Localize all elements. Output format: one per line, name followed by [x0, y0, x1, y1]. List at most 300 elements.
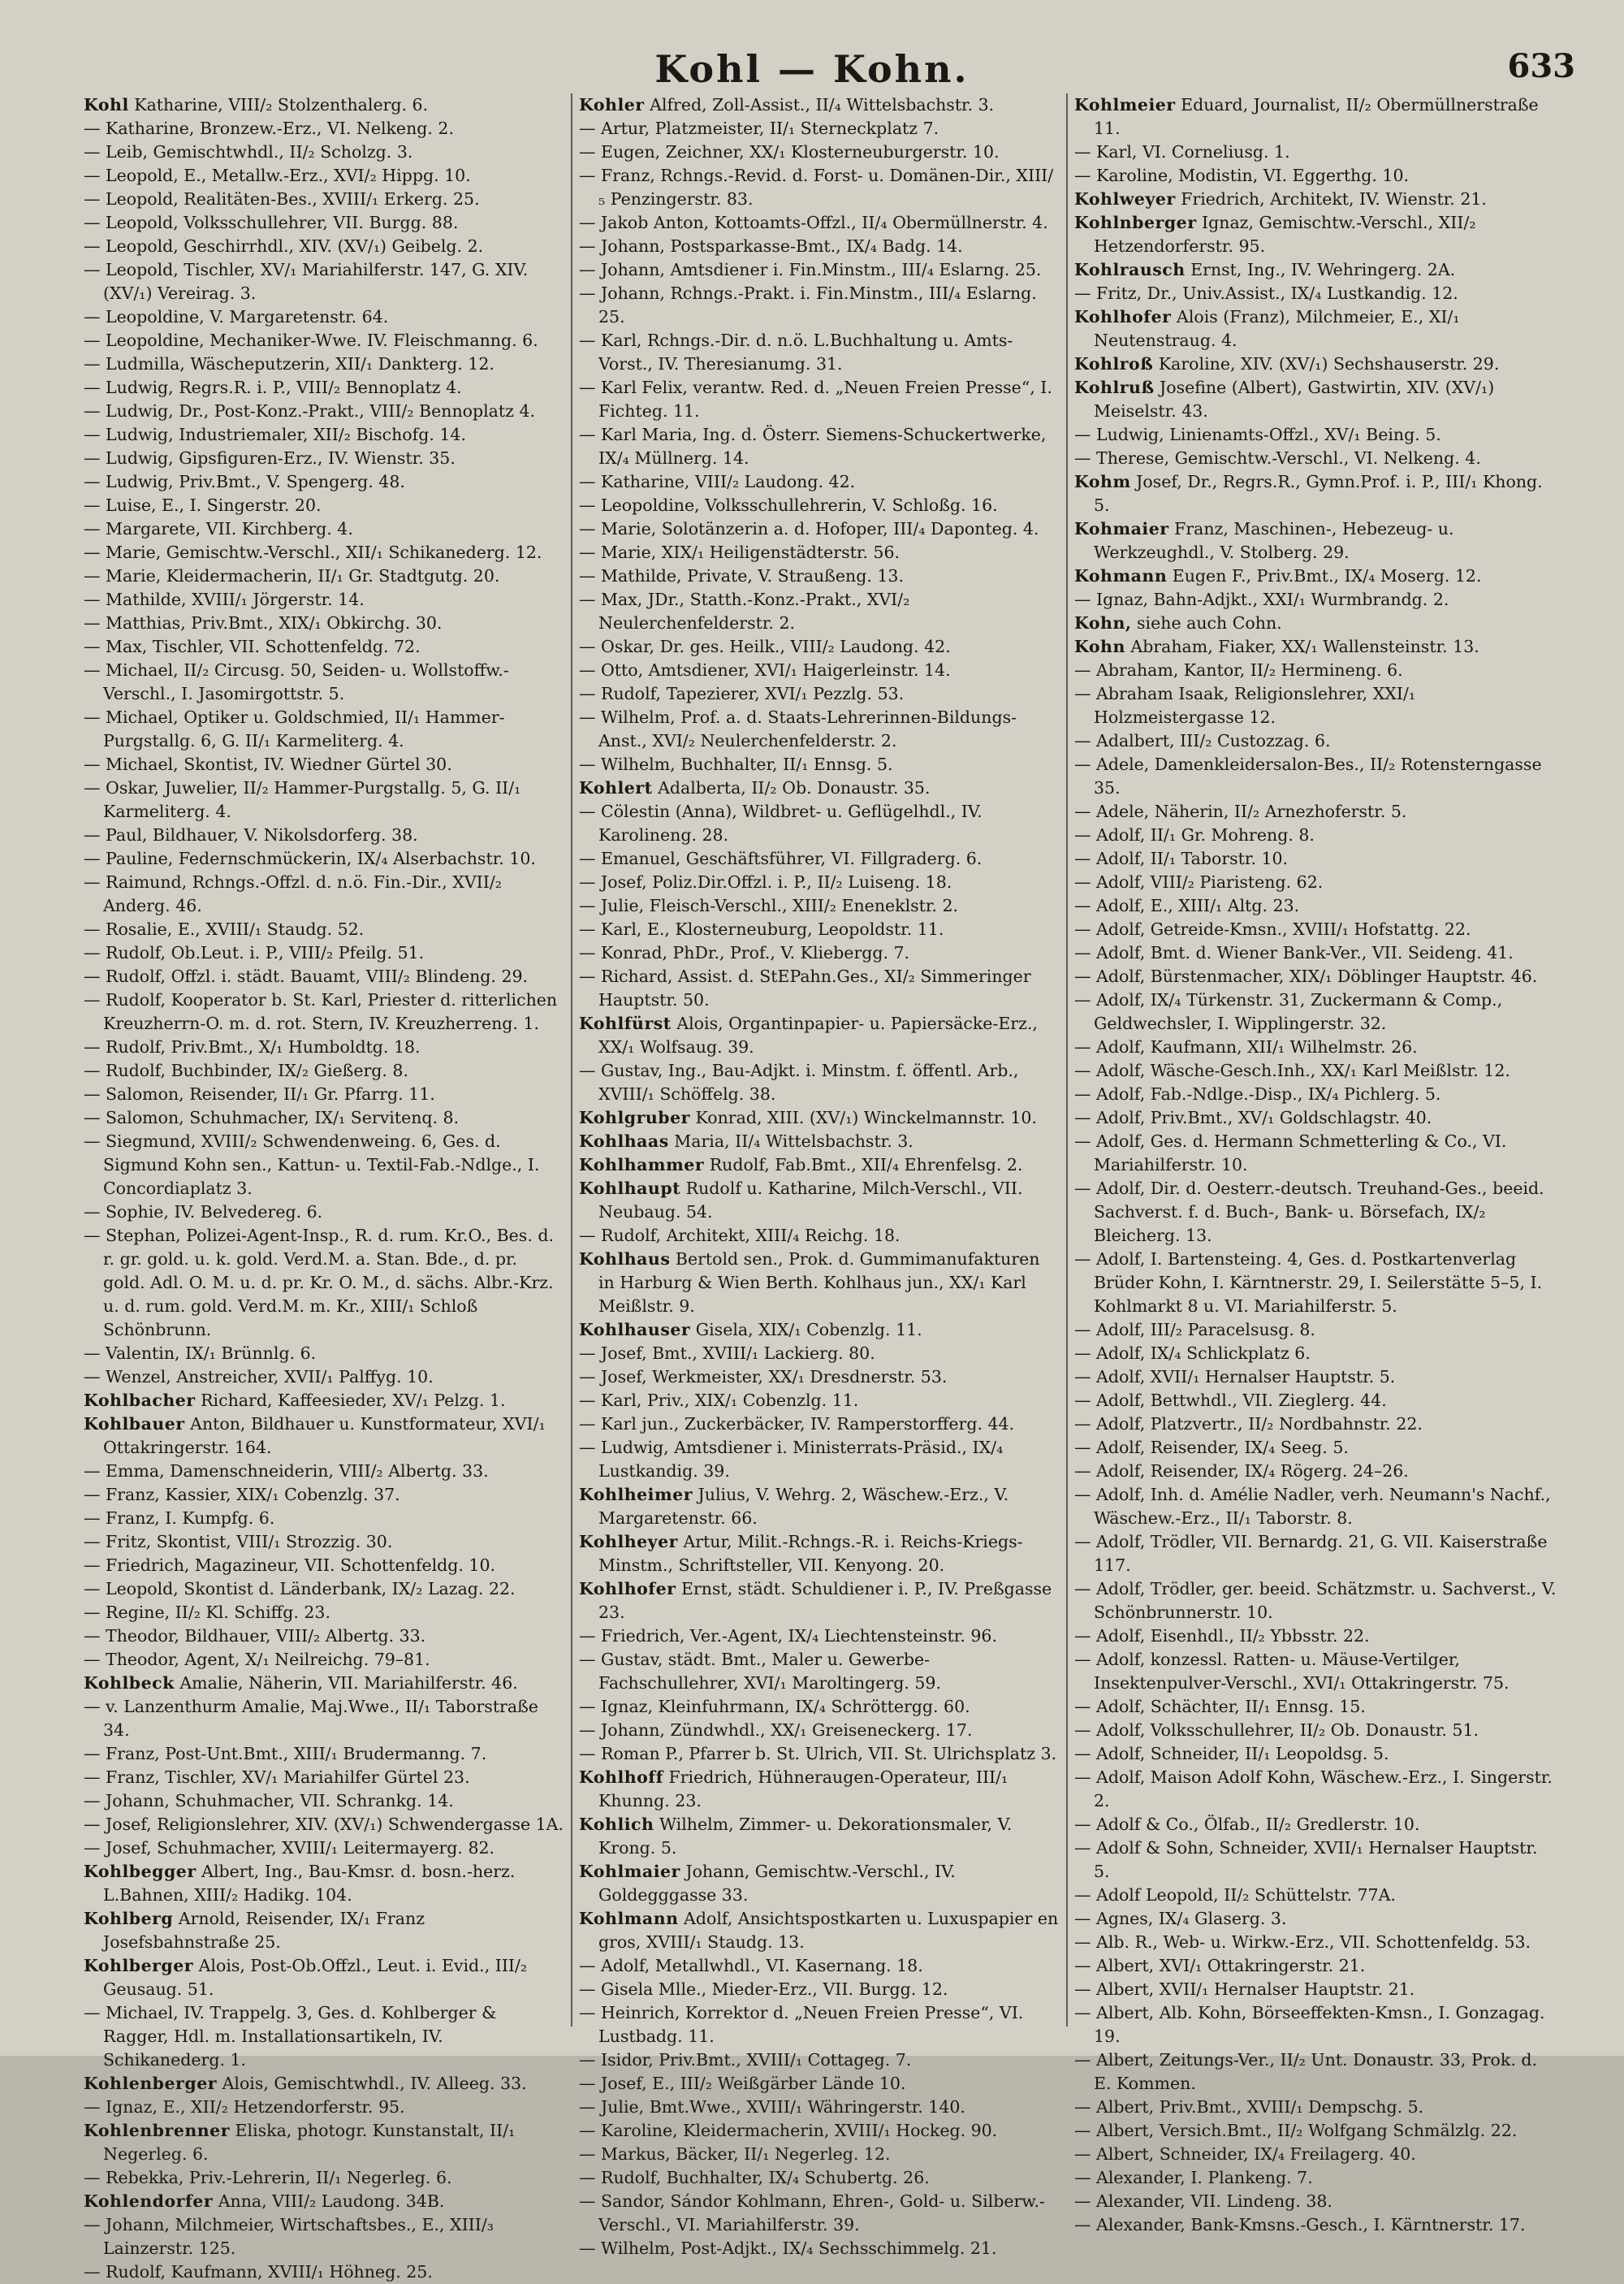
entry-text: — Karl Felix, verantw. Red. d. „Neuen Freien Presse“, I. Fichteg. 11. — [579, 378, 1052, 421]
directory-column-left — [77, 93, 572, 2282]
entry-text: — Mathilde, Private, V. Straußeng. 13. — [579, 566, 904, 586]
directory-entry — [579, 282, 1060, 329]
entry-text: — Rudolf, Tapezierer, XVI/₁ Pezzlg. 53. — [579, 684, 905, 703]
directory-entry — [84, 353, 564, 376]
entry-text: — Abraham Isaak, Religionslehrer, XXI/₁ Holzmeistergasse 12. — [1074, 684, 1416, 727]
entry-text: — Adolf, Bettwhdl., VII. Zieglerg. 44. — [1074, 1391, 1387, 1410]
directory-entry — [1074, 447, 1557, 470]
directory-entry — [1074, 1483, 1557, 1530]
directory-entry — [1074, 941, 1557, 965]
entry-text: Julius, V. Wehrg. 2, Wäschew.-Erz., V. Margaretenstr. 66. — [598, 1485, 1009, 1528]
entry-text: — Mathilde, XVIII/₁ Jörgerstr. 14. — [84, 590, 365, 609]
entry-text: — Adolf, IX/₄ Türkenstr. 31, Zuckermann & Comp., Geldwechsler, I. Wipplingerstr. 32. — [1074, 990, 1503, 1033]
directory-entry — [84, 541, 564, 565]
entry-text: — Leopoldine, Volksschullehrerin, V. Schloßg. 16. — [579, 495, 998, 515]
directory-entry — [84, 1412, 564, 1460]
directory-entry — [84, 776, 564, 824]
entry-text: — Albert, XVII/₁ Hernalser Hauptstr. 21. — [1074, 1979, 1415, 1999]
directory-entry — [579, 235, 1060, 258]
directory-entry — [1074, 1931, 1557, 1954]
entry-surname: Kohler — [579, 95, 645, 115]
entry-text: — Richard, Assist. d. StEPahn.Ges., XI/₂ Simmeringer Hauptstr. 50. — [579, 967, 1031, 1010]
entry-text: — Adolf, Priv.Bmt., XV/₁ Goldschlagstr. 40. — [1074, 1108, 1432, 1127]
entry-text: Bertold sen., Prok. d. Gummimanufakturen in Harburg & Wien Berth. Kohlhaus jun., XX/₁ Karl Meißlstr. 9. — [598, 1249, 1040, 1316]
entry-text: — Friedrich, Magazineur, VII. Schottenfeldg. 10. — [84, 1555, 496, 1575]
entry-text: — Franz, Kassier, XIX/₁ Cobenzlg. 37. — [84, 1485, 400, 1504]
entry-text: — Julie, Fleisch-Verschl., XIII/₂ Eneneklstr. 2. — [579, 896, 959, 915]
entry-text: — Josef, Schuhmacher, XVIII/₁ Leitermayerg. 82. — [84, 1838, 495, 1858]
entry-text: — Josef, Bmt., XVIII/₁ Lackierg. 80. — [579, 1343, 875, 1363]
directory-entry — [579, 1130, 1060, 1153]
entry-text: — Margarete, VII. Kirchberg. 4. — [84, 519, 353, 539]
directory-entry — [1074, 1412, 1557, 1436]
directory-entry — [579, 164, 1060, 211]
directory-entry — [1074, 1577, 1557, 1624]
directory-entry — [84, 1672, 564, 1695]
directory-entry — [579, 1742, 1060, 1766]
directory-entry — [84, 1742, 564, 1766]
entry-text: — Oskar, Juwelier, II/₂ Hammer-Purgstallg. 5, G. II/₁ Karmeliterg. 4. — [84, 778, 521, 821]
directory-entry — [1074, 2190, 1557, 2213]
entry-text: — Michael, Optiker u. Goldschmied, II/₁ Hammer-Purgstallg. 6, G. II/₁ Karmeliterg. 4. — [84, 707, 505, 751]
entry-surname: Kohlnberger — [1074, 213, 1197, 232]
directory-entry — [1074, 965, 1557, 988]
directory-entry — [579, 1860, 1060, 1907]
directory-entry — [84, 565, 564, 588]
entry-text: — Emanuel, Geschäftsführer, VI. Fillgraderg. 6. — [579, 849, 983, 868]
directory-entry — [579, 2001, 1060, 2048]
directory-entry — [1074, 2143, 1557, 2166]
entry-text: — Albert, Priv.Bmt., XVIII/₁ Dempschg. 5. — [1074, 2097, 1424, 2117]
entry-text: — Leopold, E., Metallw.-Erz., XVI/₂ Hippg. 10. — [84, 166, 471, 185]
entry-text: — Adolf, XVII/₁ Hernalser Hauptstr. 5. — [1074, 1367, 1396, 1386]
page-header — [0, 32, 1624, 97]
entry-text: — Wilhelm, Prof. a. d. Staats-Lehrerinnen-Bildungs-Anst., XVI/₂ Neulerchenfelderstr. 2. — [579, 707, 1017, 751]
entry-text: — Adolf, E., XIII/₁ Altg. 23. — [1074, 896, 1300, 915]
directory-entry — [579, 376, 1060, 423]
directory-entry — [84, 1907, 564, 1954]
directory-entry — [1074, 1436, 1557, 1460]
entry-text: — Therese, Gemischtw.-Verschl., VI. Nelkeng. 4. — [1074, 448, 1481, 468]
entry-text: — Katharine, Bronzew.-Erz., VI. Nelkeng. 2. — [84, 119, 454, 138]
entry-text: — Johann, Zündwhdl., XX/₁ Greiseneckerg. 17. — [579, 1720, 973, 1740]
entry-text: — Josef, Poliz.Dir.Offzl. i. P., II/₂ Luiseng. 18. — [579, 872, 952, 892]
directory-entry — [84, 329, 564, 353]
entry-text: — Johann, Amtsdiener i. Fin.Minstm., III/₄ Eslarng. 25. — [579, 260, 1042, 279]
entry-text: Ignaz, Gemischtw.-Verschl., XII/₂ Hetzendorferstr. 95. — [1094, 213, 1476, 256]
entry-text: — Rudolf, Buchhalter, IX/₄ Schubertg. 26. — [579, 2168, 930, 2187]
directory-entry — [84, 2096, 564, 2119]
entry-text: — Valentin, IX/₁ Brünnlg. 6. — [84, 1343, 317, 1363]
entry-text: — Marie, XIX/₁ Heiligenstädterstr. 56. — [579, 543, 901, 562]
entry-text: — Johann, Rchngs.-Prakt. i. Fin.Minstm., III/₄ Eslarng. 25. — [579, 283, 1037, 327]
directory-entry — [1074, 305, 1557, 353]
entry-text: — Otto, Amtsdiener, XVI/₁ Haigerleinstr. 14. — [579, 660, 951, 680]
entry-surname: Kohn — [1074, 637, 1125, 656]
directory-entry — [1074, 93, 1557, 141]
directory-entry — [579, 871, 1060, 894]
directory-entry — [84, 871, 564, 918]
directory-entry — [579, 894, 1060, 918]
entry-text: siehe auch Cohn. — [1137, 613, 1282, 633]
entry-text: — Sandor, Sándor Kohlmann, Ehren-, Gold- u. Silberw.-Verschl., VI. Mariahilferstr. 39. — [579, 2191, 1045, 2234]
entry-surname: Kohlenberger — [84, 2074, 218, 2093]
directory-entry — [84, 847, 564, 871]
entry-text: — Adolf, Ges. d. Hermann Schmetterling & Co., VI. Mariahilferstr. 10. — [1074, 1131, 1507, 1174]
directory-entry — [579, 1389, 1060, 1412]
directory-entry — [1074, 565, 1557, 588]
directory-entry — [84, 1083, 564, 1106]
entry-text: — Adolf Leopold, II/₂ Schüttelstr. 77A. — [1074, 1885, 1396, 1905]
directory-entry — [1074, 1059, 1557, 1083]
entry-surname: Kohlbegger — [84, 1862, 197, 1881]
directory-entry — [579, 1012, 1060, 1059]
entry-surname: Kohlgruber — [579, 1108, 690, 1127]
entry-text: Eliska, photogr. Kunstanstalt, II/₁ Negerleg. 6. — [103, 2121, 516, 2164]
directory-entry — [579, 93, 1060, 117]
entry-surname: Kohn, — [1074, 613, 1132, 633]
entry-text: Alois, Organtinpapier- u. Papiersäcke-Erz., XX/₁ Wolfsaug. 39. — [598, 1014, 1038, 1057]
entry-text: — Marie, Gemischtw.-Verschl., XII/₁ Schikanederg. 12. — [84, 543, 542, 562]
entry-text: — Adolf, Platzvertr., II/₂ Nordbahnstr. 22. — [1074, 1414, 1423, 1434]
entry-surname: Kohlhaus — [579, 1249, 671, 1269]
directory-entry — [1074, 376, 1557, 423]
directory-entry — [84, 1507, 564, 1530]
entry-text: — Karl, VI. Corneliusg. 1. — [1074, 142, 1290, 162]
directory-entry — [1074, 1530, 1557, 1577]
entry-text: — Leib, Gemischtwhdl., II/₂ Scholzg. 3. — [84, 142, 413, 162]
directory-entry — [579, 2190, 1060, 2237]
directory-entry — [84, 706, 564, 753]
entry-text: — Karoline, Kleidermacherin, XVIII/₁ Hockeg. 90. — [579, 2121, 998, 2140]
directory-entry — [84, 1365, 564, 1389]
entry-text: — Adolf, Maison Adolf Kohn, Wäschew.-Erz., I. Singerstr. 2. — [1074, 1767, 1553, 1810]
directory-entry — [1074, 1766, 1557, 1813]
entry-text: Ernst, städt. Schuldiener i. P., IV. Preßgasse 23. — [598, 1579, 1052, 1622]
directory-entry — [1074, 1648, 1557, 1695]
entry-text: Amalie, Näherin, VII. Mariahilferstr. 46. — [179, 1673, 518, 1693]
entry-text: — Emma, Damenschneiderin, VIII/₂ Albertg. 33. — [84, 1461, 489, 1481]
entry-text: — Rudolf, Buchbinder, IX/₂ Gießerg. 8. — [84, 1061, 408, 1080]
directory-entry — [84, 753, 564, 776]
entry-text: — Adolf, Bmt. d. Wiener Bank-Ver., VII. Seideng. 41. — [1074, 943, 1514, 962]
directory-entry — [579, 2096, 1060, 2119]
directory-entry — [84, 612, 564, 635]
entry-surname: Kohlberger — [84, 1956, 194, 1975]
directory-entry — [579, 494, 1060, 517]
directory-entry — [579, 258, 1060, 282]
directory-entry — [579, 1483, 1060, 1530]
entry-surname: Kohlrausch — [1074, 260, 1186, 279]
entry-text: — Rudolf, Kaufmann, XVIII/₁ Höhneg. 25. — [84, 2262, 433, 2282]
directory-entry — [579, 1412, 1060, 1436]
entry-text: — Leopold, Geschirrhdl., XIV. (XV/₁) Geibelg. 2. — [84, 236, 484, 256]
entry-text: — Friedrich, Ver.-Agent, IX/₄ Liechtensteinstr. 96. — [579, 1626, 997, 1646]
entry-text: — Max, JDr., Statth.-Konz.-Prakt., XVI/₂ Neulerchenfelderstr. 2. — [579, 590, 910, 633]
directory-entry — [84, 988, 564, 1036]
entry-text: Friedrich, Architekt, IV. Wienstr. 21. — [1181, 189, 1487, 209]
directory-entry — [1074, 1907, 1557, 1931]
directory-entry — [84, 305, 564, 329]
directory-entry — [579, 1577, 1060, 1624]
directory-entry — [579, 1106, 1060, 1130]
entry-text: — Ludwig, Regrs.R. i. P., VIII/₂ Bennoplatz 4. — [84, 378, 462, 397]
directory-entry — [84, 470, 564, 494]
entry-text: — Ludwig, Dr., Post-Konz.-Prakt., VIII/₂ Bennoplatz 4. — [84, 401, 536, 421]
entry-text: — Leopold, Skontist d. Länderbank, IX/₂ Lazag. 22. — [84, 1579, 516, 1598]
entry-text: — Rudolf, Priv.Bmt., X/₁ Humboldtg. 18. — [84, 1037, 421, 1057]
entry-text: — Leopoldine, V. Margaretenstr. 64. — [84, 307, 389, 327]
directory-entry — [579, 1436, 1060, 1483]
entry-text: — Michael, IV. Trappelg. 3, Ges. d. Kohlberger & Ragger, Hdl. m. Installationsartikeln, IV. Schikanederg. 1. — [84, 2003, 497, 2070]
entry-surname: Kohlmeier — [1074, 95, 1176, 115]
directory-entry — [84, 2260, 564, 2284]
directory-entry — [84, 1695, 564, 1742]
directory-entry — [84, 117, 564, 141]
entry-text: — Adolf & Sohn, Schneider, XVII/₁ Hernalser Hauptstr. 5. — [1074, 1838, 1538, 1881]
entry-text: — Adolf, VIII/₂ Piaristeng. 62. — [1074, 872, 1324, 892]
directory-entry — [1074, 588, 1557, 612]
directory-entry — [84, 2166, 564, 2190]
directory-entry — [579, 565, 1060, 588]
entry-text: — Gisela Mlle., Mieder-Erz., VII. Burgg. 12. — [579, 1979, 948, 1999]
entry-text: — Marie, Kleidermacherin, II/₁ Gr. Stadtgutg. 20. — [84, 566, 500, 586]
entry-text: — Luise, E., I. Singerstr. 20. — [84, 495, 322, 515]
entry-text: Abraham, Fiaker, XX/₁ Wallensteinstr. 13. — [1130, 637, 1479, 656]
entry-text: — Fritz, Dr., Univ.Assist., IX/₄ Lustkandig. 12. — [1074, 283, 1458, 303]
directory-entry — [1074, 682, 1557, 729]
directory-entry — [579, 776, 1060, 800]
entry-text: — Adolf, Dir. d. Oesterr.-deutsch. Treuhand-Ges., beeid. Sachverst. f. d. Buch-, Bank- u. Börsefach, IX/₂ Bleicherg. 13. — [1074, 1179, 1544, 1245]
entry-text: — Albert, XVI/₁ Ottakringerstr. 21. — [1074, 1956, 1366, 1975]
entry-surname: Kohlich — [579, 1815, 654, 1834]
directory-entry — [579, 2166, 1060, 2190]
entry-text: — Rudolf, Offzl. i. städt. Bauamt, VIII/₂ Blindeng. 29. — [84, 967, 529, 986]
entry-text: Josef, Dr., Regrs.R., Gymn.Prof. i. P., III/₁ Khong. 5. — [1094, 472, 1543, 515]
directory-entry — [1074, 2048, 1557, 2096]
entry-text: — Adolf, konzessl. Ratten- u. Mäuse-Vertilger, Insektenpulver-Verschl., XVI/₁ Ottakringerstr. 75. — [1074, 1650, 1510, 1693]
entry-text: — Roman P., Pfarrer b. St. Ulrich, VII. St. Ulrichsplatz 3. — [579, 1744, 1057, 1763]
directory-entry — [1074, 988, 1557, 1036]
directory-entry — [84, 2213, 564, 2260]
directory-entry — [84, 2001, 564, 2072]
entry-text: — Salomon, Reisender, II/₁ Gr. Pfarrg. 11. — [84, 1084, 435, 1104]
entry-text: — Johann, Schuhmacher, VII. Schrankg. 14. — [84, 1791, 454, 1810]
entry-text: — Ludwig, Gipsfiguren-Erz., IV. Wienstr. 35. — [84, 448, 456, 468]
entry-text: — Gustav, Ing., Bau-Adjkt. i. Minstm. f. öffentl. Arb., XVIII/₁ Schöffelg. 38. — [579, 1061, 1019, 1104]
directory-entry — [84, 918, 564, 941]
entry-text: — Adolf, Fab.-Ndlge.-Disp., IX/₄ Pichlerg. 5. — [1074, 1084, 1441, 1104]
entry-text: — Jakob Anton, Kottoamts-Offzl., II/₄ Obermüllnerstr. 4. — [579, 213, 1048, 232]
entry-text: Rudolf u. Katharine, Milch-Verschl., VII. Neubaug. 54. — [598, 1179, 1023, 1222]
directory-entry — [84, 1106, 564, 1130]
directory-entry — [579, 1695, 1060, 1719]
directory-entry — [1074, 800, 1557, 824]
entry-text: — Katharine, VIII/₂ Laudong. 42. — [579, 472, 856, 491]
directory-entry — [579, 141, 1060, 164]
directory-entry — [579, 329, 1060, 376]
entry-text: — Theodor, Bildhauer, VIII/₂ Albertg. 33. — [84, 1626, 426, 1646]
directory-entry — [579, 706, 1060, 753]
directory-entry — [579, 1954, 1060, 1978]
directory-entry — [1074, 847, 1557, 871]
entry-text: Karoline, XIV. (XV/₁) Sechshauserstr. 29. — [1158, 354, 1500, 374]
directory-entry — [84, 400, 564, 423]
directory-entry — [579, 1624, 1060, 1648]
entry-text: — Alexander, Bank-Kmsns.-Gesch., I. Kärntnerstr. 17. — [1074, 2215, 1526, 2234]
entry-text: — Oskar, Dr. ges. Heilk., VIII/₂ Laudong. 42. — [579, 637, 951, 656]
entry-text: Artur, Milit.-Rchngs.-R. i. Reichs-Kriegs-Minstm., Schriftsteller, VII. Kenyong. 20. — [598, 1532, 1023, 1575]
directory-entry — [84, 1601, 564, 1624]
directory-entry — [84, 1036, 564, 1059]
entry-surname: Kohlert — [579, 778, 653, 798]
directory-entry — [1074, 2166, 1557, 2190]
directory-entry — [579, 541, 1060, 565]
directory-entry — [579, 1648, 1060, 1695]
entry-text: — Wilhelm, Post-Adjkt., IX/₄ Sechsschimmelg. 21. — [579, 2239, 997, 2258]
directory-entry — [579, 2237, 1060, 2260]
entry-text: — Josef, E., III/₂ Weißgärber Lände 10. — [579, 2074, 906, 2093]
entry-text: Gisela, XIX/₁ Cobenzlg. 11. — [695, 1320, 922, 1339]
directory-entry — [1074, 258, 1557, 282]
entry-text: — Adolf, Kaufmann, XII/₁ Wilhelmstr. 26. — [1074, 1037, 1418, 1057]
entry-text: Adolf, Ansichtspostkarten u. Luxuspapier en gros, XVIII/₁ Staudg. 13. — [598, 1909, 1059, 1952]
directory-entry — [84, 1483, 564, 1507]
directory-entry — [1074, 188, 1557, 211]
entry-text: — Isidor, Priv.Bmt., XVIII/₁ Cottageg. 7. — [579, 2050, 912, 2070]
directory-entry — [579, 1530, 1060, 1577]
directory-column-right — [1068, 93, 1563, 2234]
entry-text: — Franz, Rchngs.-Revid. d. Forst- u. Domänen-Dir., XIII/₅ Penzingerstr. 83. — [579, 166, 1054, 209]
directory-entry — [84, 376, 564, 400]
entry-text: — Franz, I. Kumpfg. 6. — [84, 1508, 275, 1528]
directory-entry — [1074, 1624, 1557, 1648]
entry-text: — Ludwig, Amtsdiener i. Ministerrats-Präsid., IX/₄ Lustkandig. 39. — [579, 1438, 1004, 1481]
directory-entry — [84, 1224, 564, 1342]
directory-entry — [579, 588, 1060, 635]
entry-text: — Leopoldine, Mechaniker-Wwe. IV. Fleischmanng. 6. — [84, 331, 538, 350]
entry-text: — Paul, Bildhauer, V. Nikolsdorferg. 38. — [84, 825, 418, 845]
directory-entry — [84, 1460, 564, 1483]
directory-entry — [84, 1624, 564, 1648]
directory-entry — [579, 1177, 1060, 1224]
directory-entry — [579, 1766, 1060, 1813]
directory-entry — [579, 635, 1060, 659]
directory-entry — [579, 470, 1060, 494]
entry-text: — Ignaz, E., XII/₂ Hetzendorferstr. 95. — [84, 2097, 405, 2117]
entry-text: — Alexander, I. Plankeng. 7. — [1074, 2168, 1313, 2187]
directory-entry — [1074, 470, 1557, 517]
directory-column-middle — [572, 93, 1068, 2258]
entry-text: Rudolf, Fab.Bmt., XII/₄ Ehrenfelsg. 2. — [709, 1155, 1023, 1174]
entry-surname: Kohlhaas — [579, 1131, 669, 1151]
entry-surname: Kohmann — [1074, 566, 1168, 586]
directory-entry — [579, 800, 1060, 847]
page-number: 633 — [1507, 47, 1575, 85]
directory-entry — [84, 1130, 564, 1200]
directory-entry — [1074, 1836, 1557, 1884]
entry-surname: Kohlberg — [84, 1909, 174, 1928]
entry-surname: Kohlhammer — [579, 1155, 705, 1174]
directory-entry — [579, 965, 1060, 1012]
entry-text: — Adolf, Reisender, IX/₄ Rögerg. 24–26. — [1074, 1461, 1409, 1481]
directory-entry — [84, 1954, 564, 2001]
entry-text: — Ignaz, Bahn-Adjkt., XXI/₁ Wurmbrandg. 2. — [1074, 590, 1449, 609]
entry-text: — Ludwig, Industriemaler, XII/₂ Bischofg. 14. — [84, 425, 466, 444]
entry-text: Johann, Gemischtw.-Verschl., IV. Goldegggasse 33. — [598, 1862, 956, 1905]
entry-text: — Ludwig, Linienamts-Offzl., XV/₁ Being. 5. — [1074, 425, 1441, 444]
directory-entry — [84, 1554, 564, 1577]
entry-text: — Leopold, Realitäten-Bes., XVIII/₁ Erkerg. 25. — [84, 189, 480, 209]
directory-entry — [579, 1224, 1060, 1248]
entry-text: — Agnes, IX/₄ Glaserg. 3. — [1074, 1909, 1287, 1928]
entry-text: — Michael, Skontist, IV. Wiedner Gürtel 30. — [84, 755, 452, 774]
directory-entry — [579, 117, 1060, 141]
entry-text: Konrad, XIII. (XV/₁) Winckelmannstr. 10. — [695, 1108, 1037, 1127]
entry-surname: Kohlheimer — [579, 1485, 693, 1504]
entry-text: — Adalbert, III/₂ Custozzag. 6. — [1074, 731, 1331, 751]
directory-entry — [84, 2190, 564, 2213]
directory-entry — [1074, 2096, 1557, 2119]
entry-text: — Pauline, Federnschmückerin, IX/₄ Alserbachstr. 10. — [84, 849, 536, 868]
directory-entry — [1074, 894, 1557, 918]
entry-text: — Franz, Post-Unt.Bmt., XIII/₁ Brudermanng. 7. — [84, 1744, 487, 1763]
entry-text: — Karl jun., Zuckerbäcker, IV. Ramperstorfferg. 44. — [579, 1414, 1015, 1434]
entry-text: — Raimund, Rchngs.-Offzl. d. n.ö. Fin.-Dir., XVII/₂ Anderg. 46. — [84, 872, 502, 915]
directory-entry — [84, 93, 564, 117]
directory-entry — [579, 847, 1060, 871]
entry-text: — Michael, II/₂ Circusg. 50, Seiden- u. Wollstoffw.-Verschl., I. Jasomirgottstr. 5. — [84, 660, 509, 703]
entry-text: — Alexander, VII. Lindeng. 38. — [1074, 2191, 1332, 2211]
entry-text: — Wilhelm, Buchhalter, II/₁ Ennsg. 5. — [579, 755, 893, 774]
entry-text: — Regine, II/₂ Kl. Schiffg. 23. — [84, 1603, 330, 1622]
entry-text: — Rudolf, Kooperator b. St. Karl, Priester d. ritterlichen Kreuzherrn-O. m. d. rot. Stern, IV. Kreuzherreng. 1. — [84, 990, 558, 1033]
entry-text: — Adolf, Eisenhdl., II/₂ Ybbsstr. 22. — [1074, 1626, 1370, 1646]
entry-surname: Kohlendorfer — [84, 2191, 214, 2211]
directory-entry — [1074, 753, 1557, 800]
directory-entry — [1074, 1742, 1557, 1766]
directory-entry — [84, 164, 564, 188]
directory-entry — [1074, 423, 1557, 447]
entry-text: Albert, Ing., Bau-Kmsr. d. bosn.-herz. L.Bahnen, XIII/₂ Hadikg. 104. — [103, 1862, 516, 1905]
directory-entry — [579, 1365, 1060, 1389]
entry-surname: Kohlmann — [579, 1909, 679, 1928]
entry-surname: Kohlweyer — [1074, 189, 1176, 209]
entry-surname: Kohmaier — [1074, 519, 1169, 539]
directory-entry — [84, 941, 564, 965]
directory-entry — [1074, 1130, 1557, 1177]
entry-text: — Albert, Versich.Bmt., II/₂ Wolfgang Schmälzlg. 22. — [1074, 2121, 1518, 2140]
directory-entry — [1074, 1884, 1557, 1907]
entry-text: Josefine (Albert), Gastwirtin, XIV. (XV/₁) Meiselstr. 43. — [1094, 378, 1495, 421]
entry-text: — Eugen, Zeichner, XX/₁ Klosterneuburgerstr. 10. — [579, 142, 1000, 162]
directory-entry — [1074, 729, 1557, 753]
entry-text: — Salomon, Schuhmacher, IX/₁ Servitenq. 8. — [84, 1108, 460, 1127]
entry-text: — Adolf, Trödler, VII. Bernardg. 21, G. VII. Kaiserstraße 117. — [1074, 1532, 1548, 1575]
directory-entry — [1074, 1460, 1557, 1483]
entry-surname: Kohlbeck — [84, 1673, 175, 1693]
entry-text: — Adolf, II/₁ Gr. Mohreng. 8. — [1074, 825, 1315, 845]
entry-text: Franz, Maschinen-, Hebezeug- u. Werkzeughdl., V. Stolberg. 29. — [1094, 519, 1454, 562]
entry-text: — Adolf, Schächter, II/₁ Ennsg. 15. — [1074, 1697, 1366, 1716]
entry-text: Adalberta, II/₂ Ob. Donaustr. 35. — [658, 778, 931, 798]
directory-entry — [84, 1389, 564, 1412]
directory-entry — [84, 1648, 564, 1672]
entry-text: Maria, II/₄ Wittelsbachstr. 3. — [674, 1131, 914, 1151]
entry-text: — Gustav, städt. Bmt., Maler u. Gewerbe-Fachschullehrer, XVI/₁ Maroltingerg. 59. — [579, 1650, 941, 1693]
directory-entry — [84, 1860, 564, 1907]
entry-text: Anton, Bildhauer u. Kunstformateur, XVI/₁ Ottakringerstr. 164. — [103, 1414, 546, 1457]
